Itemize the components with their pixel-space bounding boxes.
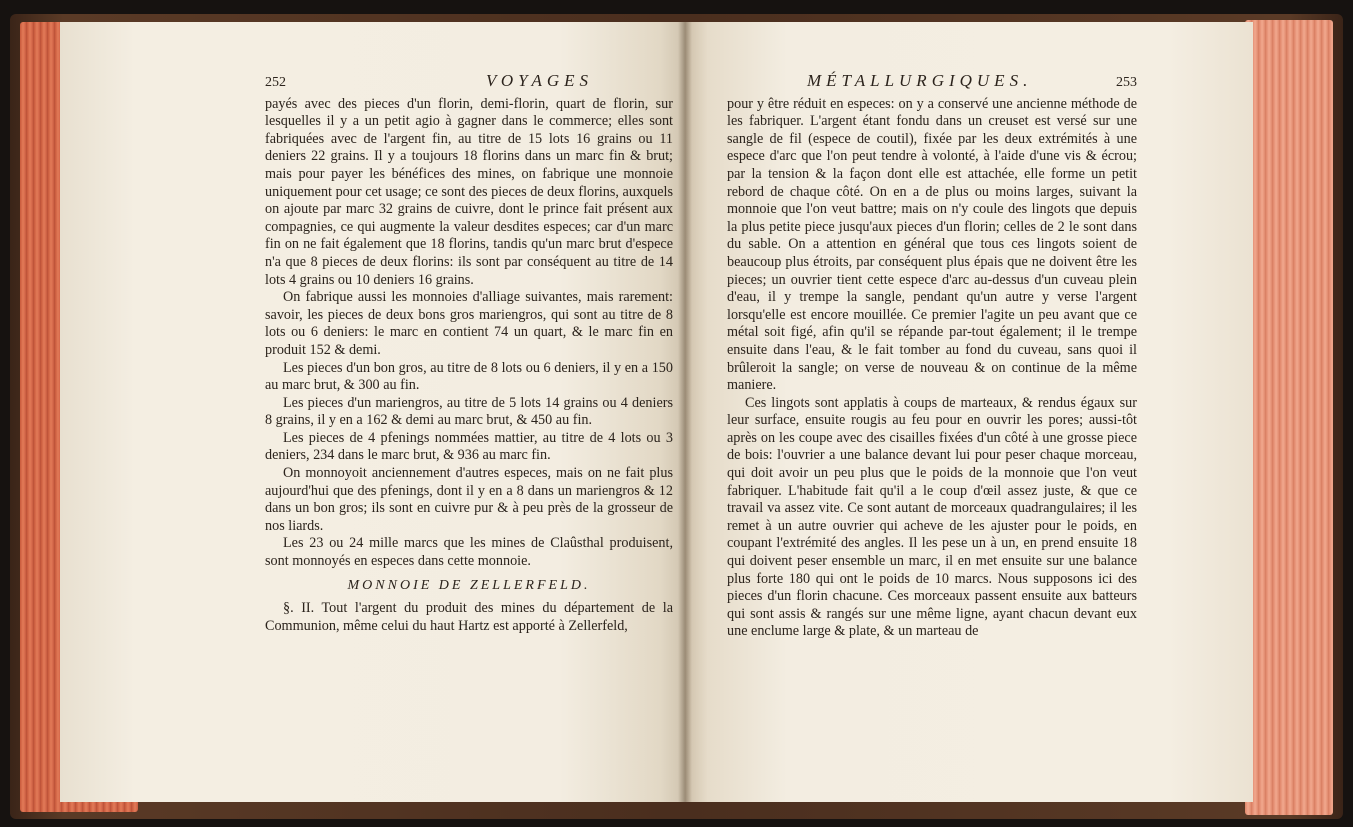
right-paragraph-2: Ces lingots sont applatis à coups de marteaux, & rendus égaux sur leur surface, ensuite rougis au feu pour en ouvrir les pores; aussi-tôt après on les coupe avec des cisailles fixées d'un côté à une grosse piece de bois: l'ouvrier a une balance devant lui pour peser chaque morceau, qui doit avoir un peu plus que le poids de la monnoie que l'on veut fabriquer. L'habitude fait qu'il a le coup d'œil assez juste, & que ce travail va assez vite. Ce sont autant de morceaux quadrangulaires; il les remet à un autre ouvrier qui acheve de les ajuster pour le poids, en coupant l'extrémité des angles. Il les pese un à un, en prend ensuite 18 qui doivent peser ensemble un marc, il en met ensuite sur une balance plus forte 180 qui ont le poids de 10 marcs. Nous supposons ici des pieces d'un florin chacune. Ces morceaux passent ensuite aux batteurs qui sont assis & rangés sur une même ligne, ayant chacun devant eux une enclume large & plate, & un marteau de (727, 394, 1137, 640)
right-paragraph-1: pour y être réduit en especes: on y a conservé une ancienne méthode de les fabriquer. L'argent étant fondu dans un creuset est versé sur une sangle de fil (espece de coutil), fixée par les deux extrémités à une espece d'arc que l'on peut tendre à volonté, à l'aide d'une vis & écrou; par la tension & la façon dont elle est attachée, elle forme un petit rebord de chaque côté. On en a de plus ou moins larges, suivant la monnoie que l'on veut battre; mais on n'y coule des lingots que depuis la plus petite piece jusqu'aux pieces d'un florin; celles de 2 le sont dans du sable. On a attention en général que tous ces lingots soient de beaucoup plus étroits, par conséquent plus épais que ne doivent être les pieces; un ouvrier tient cette espece d'arc au-dessus d'un cuveau plein d'eau, il y trempe la sangle, pendant qu'un autre y verse l'argent lorsqu'elle est encore mouillée. Ce premier l'agite un peu avant que ce métal soit figé, afin qu'il se répande par-tout également; il le trempe ensuite dans l'eau, & le fait tomber au fond du cuveau, sans quoi il brûleroit la sangle; on verse de nouveau & on continue de la même maniere. (727, 95, 1137, 394)
right-page (685, 22, 1253, 802)
left-paragraph-2: On fabrique aussi les monnoies d'alliage suivantes, mais rarement: savoir, les pieces de deux bons gros mariengros, qui sont au titre de 8 lots ou 6 deniers: le marc en contient 74 un quart, & le marc fin en produit 152 & demi. (265, 289, 673, 358)
section-paragraph: §. II. Tout l'argent du produit des mines du département de la Communion, même celui du haut Hartz est apporté à Zellerfeld, (265, 600, 673, 634)
left-paragraph-3: Les pieces d'un bon gros, au titre de 8 lots ou 6 deniers, il y en a 150 au marc brut, & 300 au fin. (265, 359, 673, 394)
left-page-number: 252 (265, 75, 286, 90)
book-gutter (678, 22, 692, 802)
right-page-number: 253 (1116, 75, 1137, 90)
right-page-edges (1245, 20, 1333, 815)
left-text-block (265, 72, 673, 635)
left-page (60, 22, 685, 802)
left-paragraph-4: Les pieces d'un mariengros, au titre de 5 lots 14 grains ou 4 deniers 8 grains, il y en a 162 & demi au marc brut, & 450 au fin. (265, 394, 673, 429)
left-paragraph-5: Les pieces de 4 pfenings nommées mattier, au titre de 4 lots ou 3 deniers, 234 dans le marc brut, & 936 au marc fin. (265, 429, 673, 464)
left-header (265, 72, 673, 92)
right-text-block (727, 72, 1137, 641)
left-running-head: VOYAGES (486, 71, 593, 90)
left-paragraph-6: On monnoyoit anciennement d'autres especes, mais on ne fait plus aujourd'hui que des pfenings, dont il y en a 8 dans un mariengros & 12 dans un bon gros; ils sont en cuivre pur & à peu près de la grosseur de nos liards. (265, 465, 673, 534)
right-header (727, 72, 1137, 92)
section-heading: MONNOIE DE ZELLERFELD. (347, 577, 591, 593)
left-paragraph-1: payés avec des pieces d'un florin, demi-florin, quart de florin, sur lesquelles il y a un petit agio à gagner dans le commerce; elles sont fabriquées avec de l'argent fin, au titre de 15 lots 16 grains ou 11 deniers 22 grains. Il y a toujours 18 florins dans un marc fin & brut; mais pour payer les bénéfices des mines, on fabrique une monnoie uniquement pour cet usage; ce sont des pieces de deux florins, auxquels on ajoute par marc 32 grains de cuivre, dont le prince fait présent aux compagnies, ce qui augmente la valeur desdites especes; car d'un marc fin on ne fait également que 18 florins, tandis qu'un marc brut d'espece n'a que 8 pieces de deux florins: ils sont par conséquent au titre de 14 lots 4 grains ou 10 deniers 16 grains. (265, 95, 673, 288)
left-paragraph-7: Les 23 ou 24 mille marcs que les mines de Claûsthal produisent, sont monnoyés en especes dans cette monnoie. (265, 535, 673, 570)
right-running-head: MÉTALLURGIQUES. (807, 71, 1033, 90)
